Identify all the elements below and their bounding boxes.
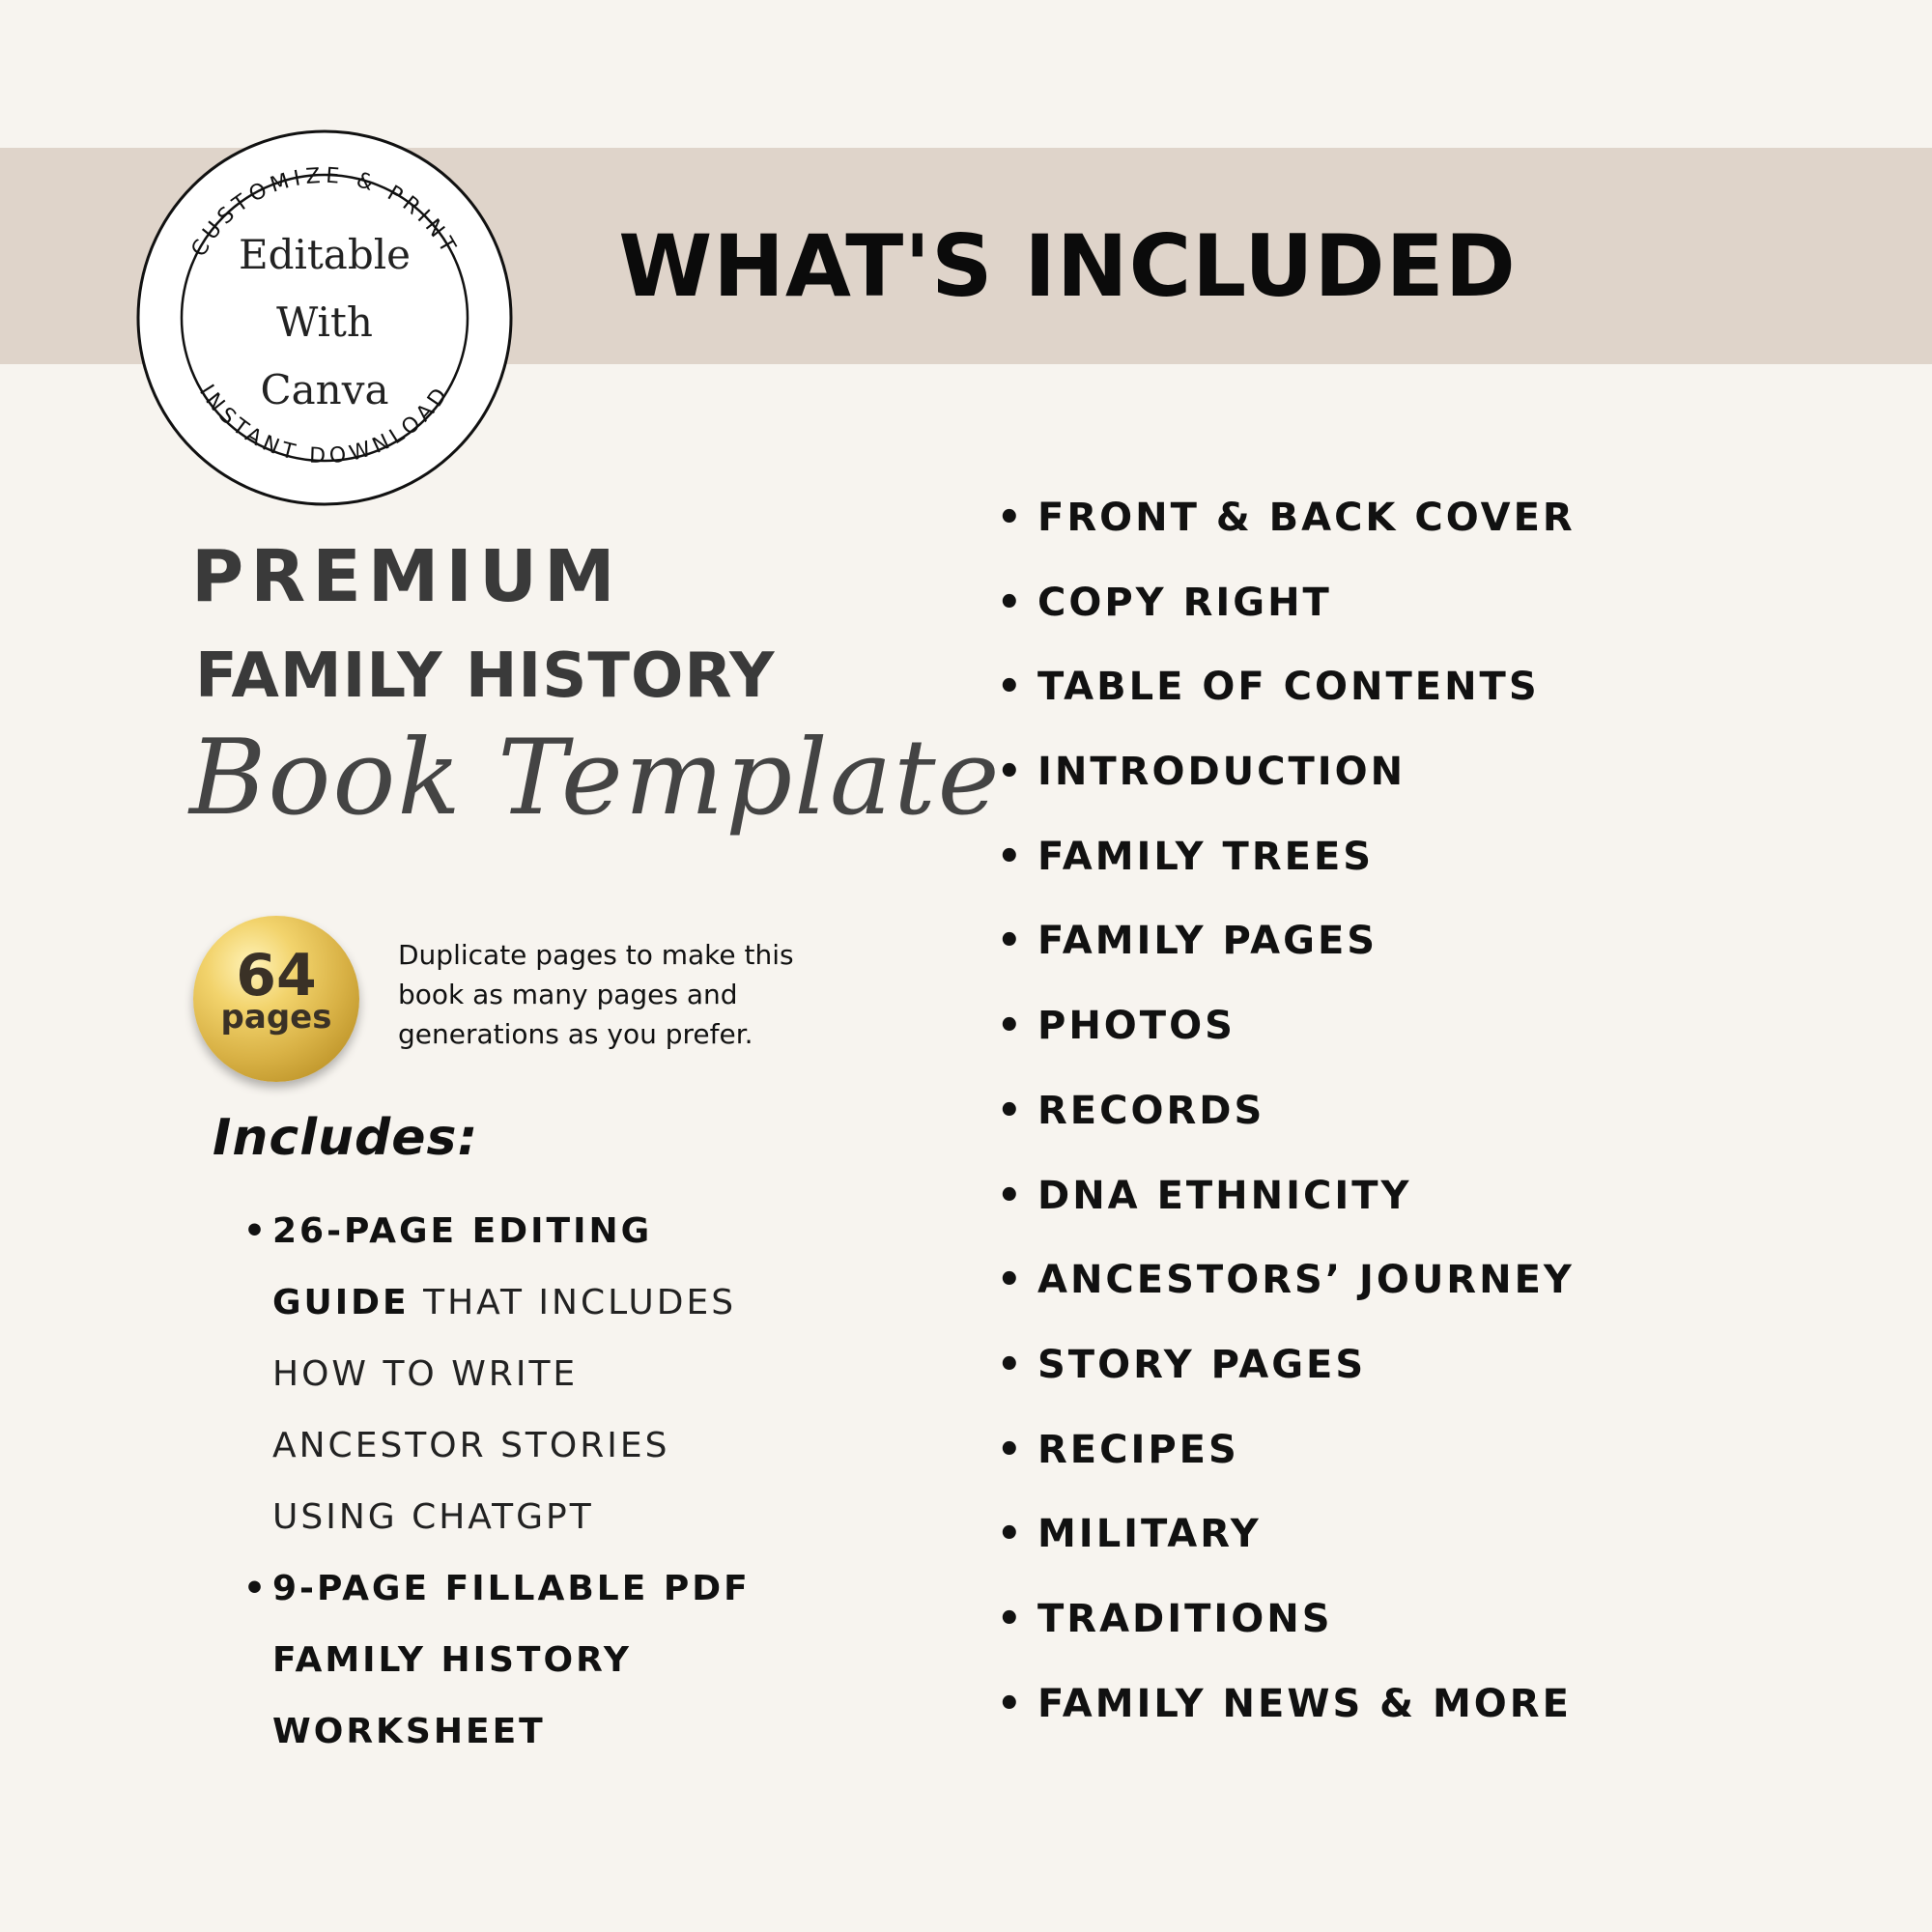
list-item — [995, 1588, 1576, 1673]
bullet-icon: • — [997, 1004, 1025, 1049]
pages-count-badge — [193, 916, 359, 1082]
list-item — [995, 910, 1576, 995]
list-item — [995, 656, 1576, 741]
page-title: WHAT'S INCLUDED — [618, 216, 1517, 316]
badge-line: Editable — [238, 231, 412, 278]
list-item-label: STORY PAGES — [1037, 1342, 1367, 1387]
list-item-label: TABLE OF CONTENTS — [1037, 665, 1540, 710]
whats-included-list — [995, 487, 1576, 1757]
bullet-icon: • — [243, 1211, 270, 1251]
bullet-icon: • — [997, 1596, 1025, 1641]
list-item — [995, 1080, 1576, 1165]
bullet-icon: • — [997, 1258, 1025, 1303]
family-history-heading: FAMILY HISTORY — [195, 640, 776, 712]
list-item — [995, 826, 1576, 911]
pages-count-label: pages — [220, 998, 332, 1037]
pages-count-number: 64 — [236, 942, 317, 1009]
bullet-icon: • — [997, 1342, 1025, 1387]
bullet-icon: • — [243, 1569, 270, 1608]
badge-center-text — [135, 221, 514, 424]
badge-line: With — [276, 298, 373, 346]
badge-line: Canva — [260, 366, 389, 413]
list-item — [995, 1249, 1576, 1334]
bullet-icon: • — [997, 919, 1025, 964]
list-item-label: RECORDS — [1037, 1088, 1265, 1133]
list-item — [995, 1673, 1576, 1758]
list-item — [995, 1334, 1576, 1419]
bullet-icon: • — [997, 1173, 1025, 1218]
list-item-label: TRADITIONS — [1037, 1596, 1333, 1641]
bullet-icon: • — [997, 750, 1025, 795]
bullet-icon: • — [997, 1681, 1025, 1726]
list-item — [995, 995, 1576, 1080]
bullet-icon: • — [997, 1088, 1025, 1133]
list-item — [232, 1196, 773, 1553]
pages-description: Duplicate pages to make this book as many pages and generations as you prefer. — [398, 939, 794, 1050]
list-item-label: PHOTOS — [1037, 1004, 1236, 1049]
list-item — [995, 741, 1576, 826]
bullet-icon: • — [997, 834, 1025, 879]
list-item-label: DNA ETHNICITY — [1037, 1173, 1412, 1218]
include-item-bold: 9-PAGE FILLABLE PDF FAMILY HISTORY WORKSHEET — [272, 1569, 751, 1751]
list-item — [232, 1553, 773, 1768]
list-item — [995, 572, 1576, 657]
includes-heading: Includes: — [213, 1109, 479, 1167]
list-item-label: ANCESTORS’ JOURNEY — [1037, 1258, 1575, 1303]
list-item — [995, 487, 1576, 572]
canva-badge — [135, 128, 514, 507]
list-item — [995, 1165, 1576, 1250]
premium-heading: PREMIUM — [191, 535, 622, 618]
list-item — [995, 1419, 1576, 1504]
book-template-script: Book Template — [189, 718, 1002, 838]
list-item — [995, 1503, 1576, 1588]
list-item-label: FRONT & BACK COVER — [1037, 496, 1576, 540]
list-item-label: COPY RIGHT — [1037, 580, 1332, 625]
bullet-icon: • — [997, 1512, 1025, 1557]
includes-list — [232, 1196, 773, 1768]
bullet-icon: • — [997, 580, 1025, 625]
list-item-label: MILITARY — [1037, 1512, 1262, 1557]
badge-ring-bottom-text: INSTANT DOWNLOAD — [194, 380, 456, 469]
list-item-label: RECIPES — [1037, 1427, 1239, 1472]
include-item-light: THAT INCLUDES HOW TO WRITE ANCESTOR STORIES USING CHATGPT — [272, 1283, 737, 1537]
list-item-label: INTRODUCTION — [1037, 750, 1406, 795]
bullet-icon: • — [997, 665, 1025, 710]
bullet-icon: • — [997, 1427, 1025, 1472]
include-item-bold: 26-PAGE EDITING GUIDE — [272, 1211, 653, 1322]
list-item-label: FAMILY PAGES — [1037, 919, 1378, 964]
bullet-icon: • — [997, 496, 1025, 540]
badge-ring-top-text: CUSTOMIZE & PRINT — [186, 163, 463, 262]
list-item-label: FAMILY TREES — [1037, 834, 1375, 879]
list-item-label: FAMILY NEWS & MORE — [1037, 1681, 1572, 1726]
